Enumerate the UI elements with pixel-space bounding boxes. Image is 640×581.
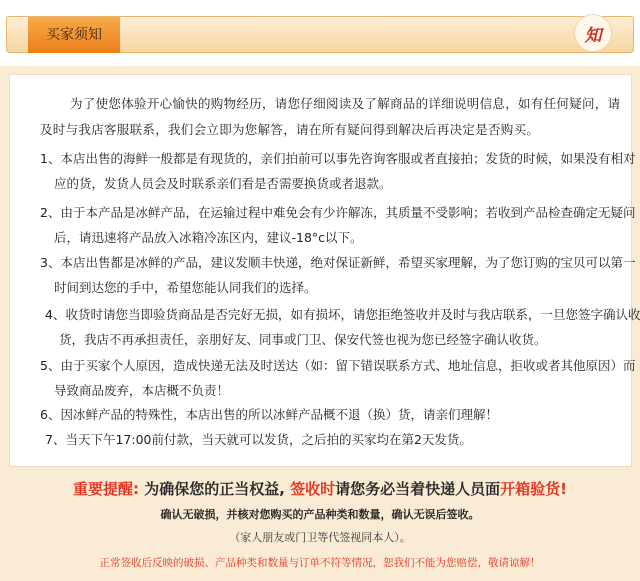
reminder-highlight-sign: 签收时 (290, 480, 336, 498)
notice-item-7: 7、当天下午17:00前付款，当天就可以发货，之后拍的买家均在第2天发货。 (45, 432, 472, 447)
reminder-label: 重要提醒: (72, 480, 139, 498)
seal-char: 知 (584, 25, 602, 46)
tab-buyer-notice[interactable]: 买家须知 (28, 17, 120, 53)
notice-card (9, 74, 640, 467)
reminder-disclaimer-line: 正常签收后反映的破损、产品种类和数量与订单不符等情况，恕我们不能为您赔偿，敬请谅解！ (99, 557, 541, 569)
notice-item-6: 6、因冰鲜产品的特殊性，本店出售的所以冰鲜产品概不退（换）货，请亲们理解！ (40, 407, 498, 422)
notice-item-2: 2、由于本产品是冰鲜产品，在运输过程中难免会有少许解冻，其质量不受影响；若收到产品检查确定无疑问后，请迅速将产品放入冰箱冷冻区内，建议-18°c以下。 (40, 205, 636, 245)
notice-item-5: 5、由于买家个人原因，造成快递无法及时送达（如：留下错误联系方式、地址信息，拒收或者其他原因）而导致商品废弃，本店概不负责！ (40, 358, 636, 398)
reminder-text-a: 为确保您的正当权益, (144, 480, 285, 498)
seal-logo-icon (574, 14, 612, 52)
important-reminder (0, 477, 640, 501)
intro-paragraph: 为了使您体验开心愉快的购物经历，请您仔细阅读及了解商品的详细说明信息，如有任何疑问，请及时与我店客服联系，我们会立即为您解答，请在所有疑问得到解决后再决定是否购买。 (40, 96, 621, 137)
header (0, 0, 640, 66)
reminder-text-b: 请您务必当着快递人员面 (335, 480, 501, 498)
reminder-highlight-inspect: 开箱验货! (500, 480, 568, 498)
notice-item-1: 1、本店出售的海鲜一般都是有现货的，亲们拍前可以事先咨询客服或者直接拍；发货的时候，如果没有相对应的货，发货人员会及时联系亲们看是否需要换货或者退款。 (40, 151, 636, 191)
notice-item-4: 4、收货时请您当即验货商品是否完好无损，如有损坏，请您拒绝签收并及时与我店联系，一旦您签字确认收货，我店不再承担责任，亲朋好友、同事或门卫、保安代签也视为您已经签字确认收货。 (45, 307, 640, 347)
reminder-confirm-line: 确认无破损，并核对您购买的产品种类和数量，确认无误后签收。 (160, 508, 480, 521)
reminder-proxy-line: （家人朋友或门卫等代签视同本人）。 (229, 531, 411, 544)
notice-item-3: 3、本店出售都是冰鲜的产品，建议发顺丰快递，绝对保证新鲜，希望买家理解，为了您订购的宝贝可以第一时间到达您的手中，希望您能认同我们的选择。 (40, 255, 636, 295)
tab-bar (6, 16, 634, 53)
